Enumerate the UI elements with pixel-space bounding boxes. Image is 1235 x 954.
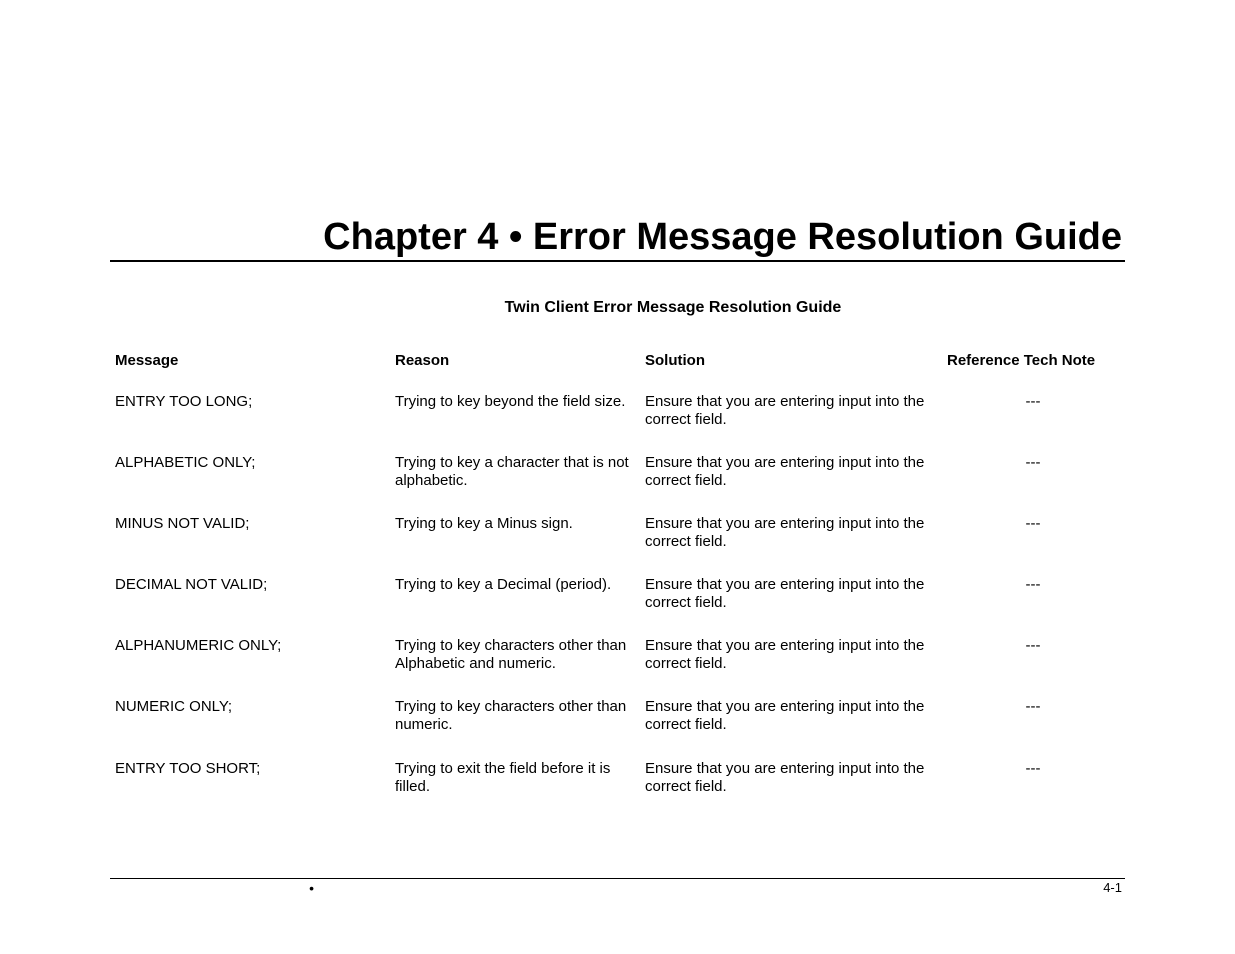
row-solution: Ensure that you are entering input into the correct field.	[645, 760, 925, 795]
row-solution: Ensure that you are entering input into the correct field.	[645, 515, 925, 550]
row-reason: Trying to key characters other than Alphabetic and numeric.	[395, 637, 627, 672]
row-reference: ---	[1025, 393, 1041, 410]
table-title: Twin Client Error Message Resolution Guide	[504, 299, 842, 316]
row-solution: Ensure that you are entering input into the correct field.	[645, 698, 925, 733]
row-message: ALPHABETIC ONLY;	[115, 454, 256, 471]
row-reason: Trying to exit the field before it is filled.	[395, 760, 611, 795]
row-reference: ---	[1025, 698, 1041, 715]
row-message: ENTRY TOO LONG;	[115, 393, 253, 410]
row-message: ENTRY TOO SHORT;	[115, 760, 261, 777]
row-reason: Trying to key a Minus sign.	[395, 515, 573, 532]
page-number: 4-1	[1103, 880, 1122, 895]
row-reference: ---	[1025, 637, 1041, 654]
row-reference: ---	[1025, 760, 1041, 777]
column-header-solution: Solution	[645, 352, 705, 369]
row-message: DECIMAL NOT VALID;	[115, 576, 268, 593]
column-header-reason: Reason	[395, 352, 450, 369]
chapter-title: Chapter 4 • Error Message Resolution Guide	[323, 216, 1122, 258]
column-header-message: Message	[115, 352, 179, 369]
row-solution: Ensure that you are entering input into the correct field.	[645, 637, 925, 672]
row-reason: Trying to key a Decimal (period).	[395, 576, 612, 593]
row-reason: Trying to key characters other than numeric.	[395, 698, 627, 733]
row-reason: Trying to key beyond the field size.	[395, 393, 626, 410]
row-reference: ---	[1025, 515, 1041, 532]
column-header-reference: Reference Tech Note	[947, 352, 1096, 369]
row-message: ALPHANUMERIC ONLY;	[115, 637, 282, 654]
row-reference: ---	[1025, 454, 1041, 471]
row-reason: Trying to key a character that is not alphabetic.	[395, 454, 629, 489]
footer-divider	[110, 878, 1125, 879]
footer-bullet: •	[309, 880, 314, 896]
row-solution: Ensure that you are entering input into the correct field.	[645, 576, 925, 611]
row-solution: Ensure that you are entering input into the correct field.	[645, 454, 925, 489]
row-reference: ---	[1025, 576, 1041, 593]
row-message: MINUS NOT VALID;	[115, 515, 250, 532]
row-solution: Ensure that you are entering input into the correct field.	[645, 393, 925, 428]
row-message: NUMERIC ONLY;	[115, 698, 233, 715]
title-divider	[110, 260, 1125, 262]
